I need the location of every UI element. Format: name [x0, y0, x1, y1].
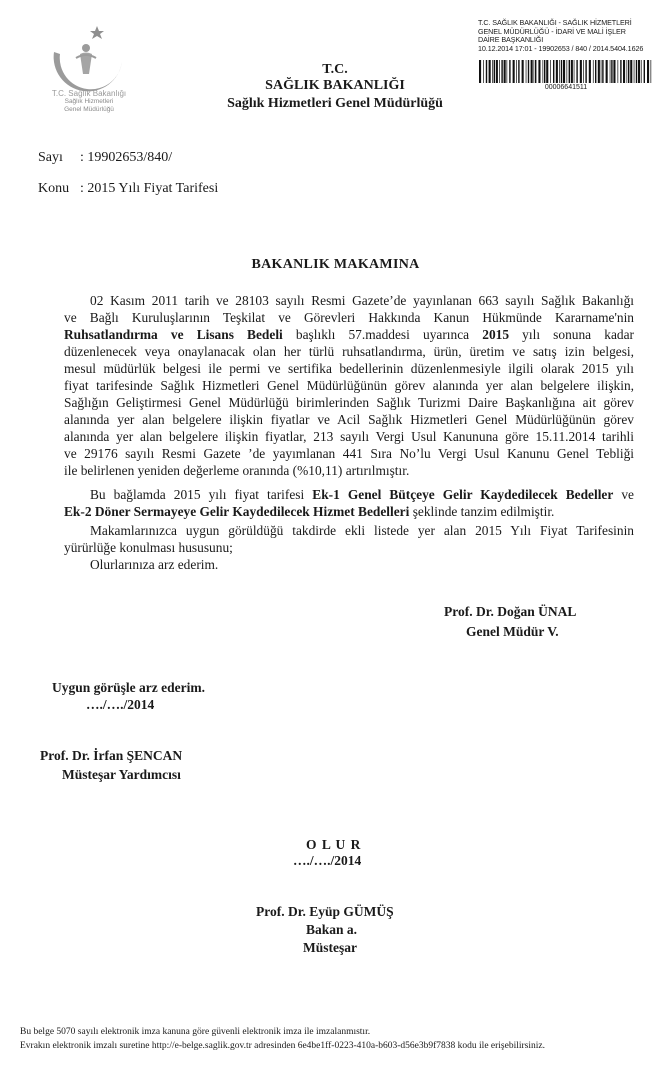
logo-emblem-icon: [34, 22, 144, 92]
addressee-heading: BAKANLIK MAKAMINA: [251, 257, 420, 272]
barcode-line: T.C. SAĞLIK BAKANLIĞI - SAĞLIK HİZMETLERİ: [478, 18, 632, 27]
signer2-name: Prof. Dr. İrfan ŞENCAN: [40, 748, 183, 763]
body-line: mesul müdürlük belgesi ile permi ve sertifika bedellerinin düzenlenmesiyle ilgili olarak 2015 yılı: [64, 361, 634, 376]
barcode-line: GENEL MÜDÜRLÜĞÜ - İDARİ VE MALİ İŞLER: [478, 26, 626, 36]
sayi-row: [38, 150, 172, 166]
body-fragment: yılı sonuna kadar: [509, 327, 635, 342]
body-fragment: ve: [613, 487, 634, 502]
signer3-line2: Bakan a.: [306, 922, 358, 937]
body-line: ile belirlenen yeniden değerleme oranında (%10,11) artırılmıştır.: [64, 463, 410, 478]
barcode-line: DAİRE BAŞKANLIĞI: [478, 35, 544, 45]
body-line: ve 29176 sayılı Resmi Gazete ’de yayımlanan 441 Sıra No’lu Vergi Usul Kanunu Genel Tebliği: [64, 446, 634, 461]
bold-phrase: Ek-1 Genel Bütçeye Gelir Kaydedilecek Bedeller: [312, 487, 614, 502]
footer-line2: Evrakın elektronik imzalı suretine http://e-belge.saglik.gov.tr adresinden 6e4be1ff-0223-410a-b603-d56e3b9f7838 kodu ile erişebilirsiniz.: [20, 1041, 545, 1051]
olur-word: O L U R: [306, 837, 362, 852]
sayi-label: Sayı: [38, 150, 63, 165]
body-line: alanında yer alan belgelere ilişkin fiyatlar, 213 sayılı Vergi Usul Kanununa göre 15.11.2014 tarihli: [64, 429, 634, 444]
footer-line1: Bu belge 5070 sayılı elektronik imza kanuna göre güvenli elektronik imza ile imzalanmıstır.: [20, 1027, 371, 1037]
body-line: fiyat tarifesinde Sağlık Hizmetleri Genel Müdürlüğünün görev alanında yer alan belgelere ilişkin,: [64, 378, 634, 393]
body-line: alanında yer alan belgelere ilişkin fiyatlar ve Acil Sağlık Hizmetleri Genel Müdürlüğünün görev: [64, 412, 634, 427]
paragraph-1: [64, 292, 634, 479]
signer1-name: Prof. Dr. Doğan ÜNAL: [444, 604, 577, 619]
body-line: yürürlüğe konulması hususunu;: [64, 540, 233, 555]
konu-value: : 2015 Yılı Fiyat Tarifesi: [80, 181, 219, 196]
signer3-name: Prof. Dr. Eyüp GÜMÜŞ: [256, 904, 394, 919]
sayi-value: : 19902653/840/: [80, 150, 173, 165]
approval1-text: Uygun görüşle arz ederim.: [52, 680, 205, 695]
approval1-date: …./…./2014: [86, 697, 155, 712]
signer1-title: Genel Müdür V.: [466, 624, 559, 639]
body-line: [64, 503, 634, 520]
body-line: ve Bağlı Kuruluşlarının Teşkilat ve Görevleri Hakkında Kanun Hükmünde Kararname'nin: [64, 310, 634, 325]
body-line: düzenlenecek veya onaylanacak olan her türlü ruhsatlandırma, ürün, üretim ve satış izin belgesi,: [64, 344, 634, 359]
header-ministry: SAĞLIK BAKANLIĞI: [265, 78, 405, 93]
barcode-icon: [478, 60, 654, 83]
header-tc: T.C.: [322, 62, 348, 77]
bold-phrase: Ek-2 Döner Sermayeye Gelir Kaydedilecek Hizmet Bedelleri: [64, 504, 410, 519]
bold-phrase: Ruhsatlandırma ve Lisans Bedeli: [64, 327, 283, 342]
body-line: [64, 486, 634, 503]
konu-row: [38, 181, 218, 197]
olur-date: …./…./2014: [293, 853, 362, 868]
barcode-line: 10.12.2014 17:01 - 19902653 / 840 / 2014.5404.1626: [478, 43, 644, 53]
logo-line3: Genel Müdürlüğü: [64, 106, 114, 113]
body-line: 02 Kasım 2011 tarih ve 28103 sayılı Resmi Gazete’de yayınlanan 663 sayılı Sağlık Bakanlığı: [90, 293, 634, 308]
signer2-title: Müsteşar Yardımcısı: [62, 767, 181, 782]
logo-name: T.C. Sağlık Bakanlığı: [51, 89, 127, 98]
signer3-line3: Müsteşar: [303, 940, 357, 955]
body-line: Olurlarınıza arz ederim.: [90, 557, 219, 572]
body-fragment: başlıklı 57.maddesi uyarınca: [282, 327, 483, 342]
body-line: Makamlarınızca uygun görüldüğü takdirde ekli listede yer alan 2015 Yılı Fiyat Tarifesinin: [90, 523, 634, 538]
logo-line2: Sağlık Hizmetleri: [64, 98, 114, 105]
body-fragment: şeklinde tanzim edilmiştir.: [409, 504, 555, 519]
bold-year: 2015: [482, 327, 510, 342]
body-line: [64, 326, 634, 343]
logo-caption: [34, 90, 144, 114]
body-fragment: Bu bağlamda 2015 yılı fiyat tarifesi: [90, 487, 313, 502]
paragraph-2: [64, 486, 634, 520]
paragraph-4: [64, 556, 634, 573]
header-directorate: Sağlık Hizmetleri Genel Müdürlüğü: [227, 96, 443, 111]
barcode-label: [478, 19, 658, 53]
body-line: Sağlığın Geliştirmesi Genel Müdürlüğü birimlerinden Sağlık Turizmi Daire Başkanlığına ait görev: [64, 395, 634, 410]
konu-label: Konu: [38, 181, 70, 196]
paragraph-3: [64, 522, 634, 556]
barcode-number: 00006641511: [544, 84, 588, 91]
